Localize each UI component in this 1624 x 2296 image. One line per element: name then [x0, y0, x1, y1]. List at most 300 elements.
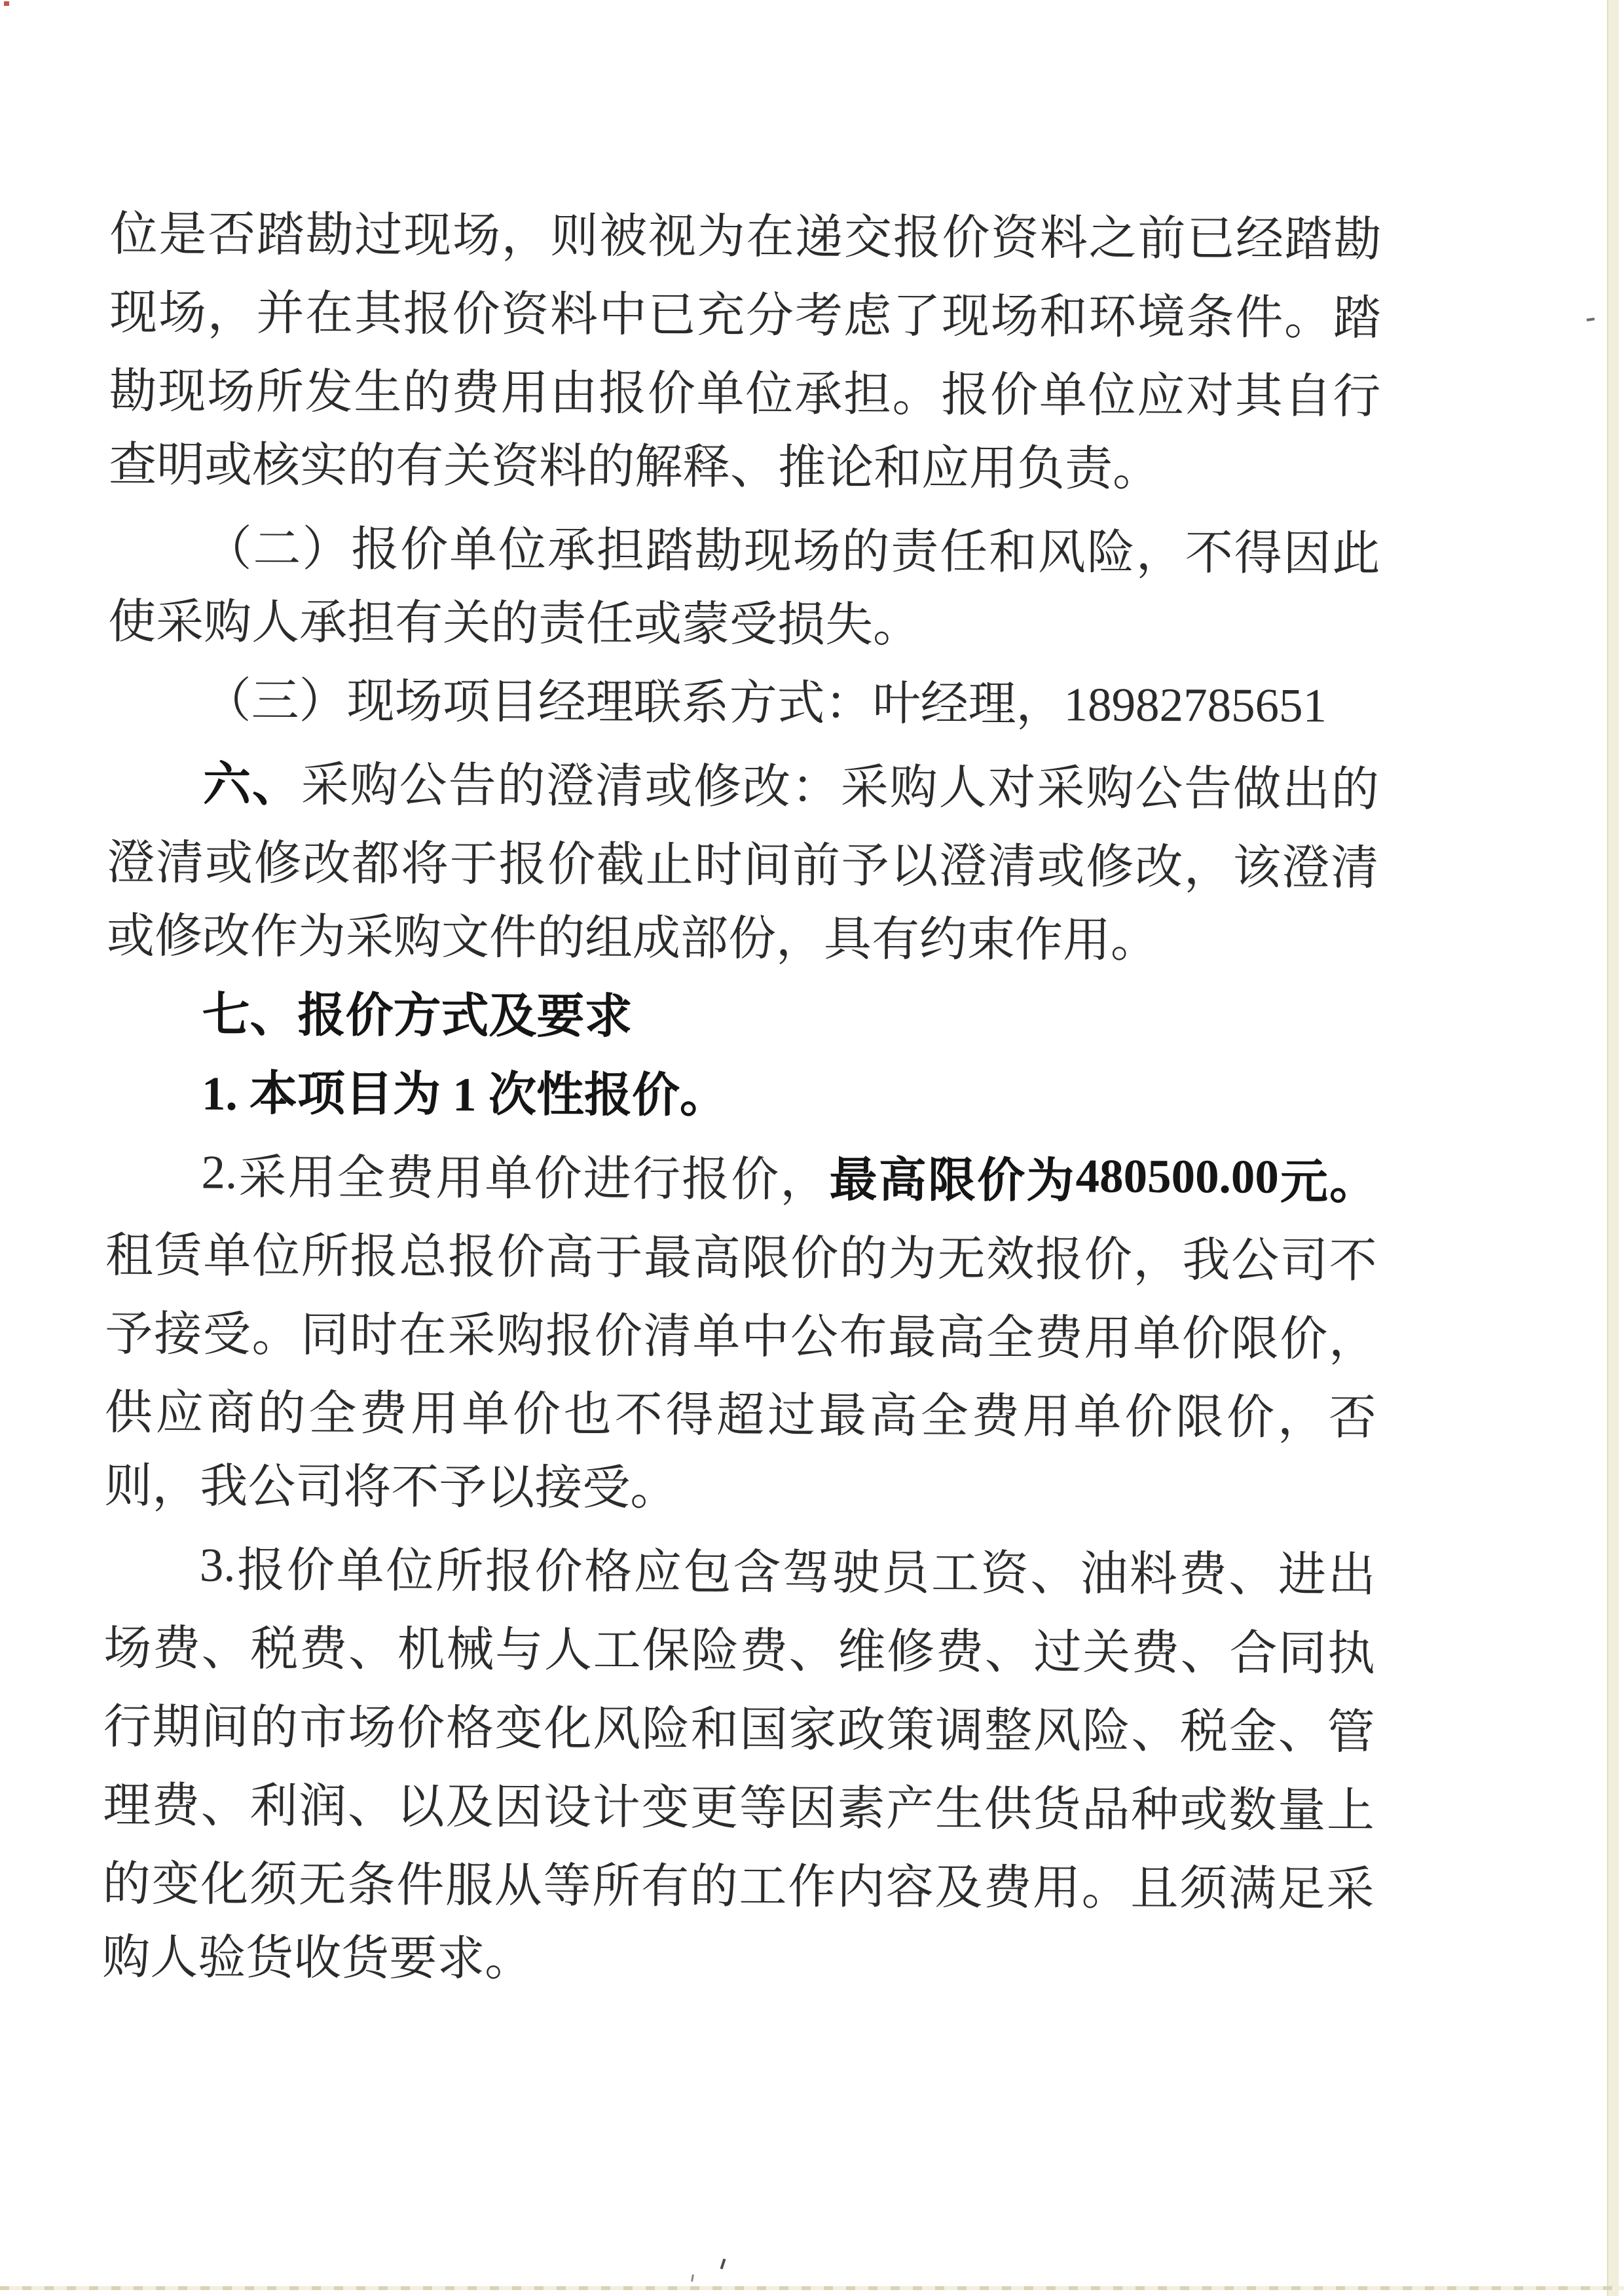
- char: 策: [886, 1703, 934, 1757]
- char: 应: [633, 1545, 682, 1599]
- char: ：: [791, 760, 840, 814]
- char: 费: [360, 1387, 408, 1440]
- char: 进: [583, 1152, 631, 1205]
- char: 报: [498, 837, 547, 891]
- char: 量: [1278, 1783, 1326, 1837]
- char: 接: [153, 1307, 202, 1361]
- paragraph: [109, 190, 1382, 509]
- char: 械: [446, 1622, 494, 1677]
- char: 场: [792, 524, 841, 578]
- char: 的: [841, 524, 890, 578]
- char: 时: [349, 1308, 398, 1362]
- char: 和: [988, 525, 1037, 579]
- char: 予: [841, 839, 889, 892]
- char: 最: [818, 1389, 867, 1442]
- char: 条: [347, 1858, 396, 1912]
- char: 变: [641, 1781, 690, 1834]
- paragraph: [106, 1054, 1378, 1138]
- char: 费: [1179, 1547, 1227, 1601]
- char: 布: [839, 1310, 887, 1364]
- char: 费: [935, 1625, 984, 1679]
- char: 踏: [1284, 212, 1333, 266]
- char: 整: [984, 1704, 1033, 1757]
- char: 最: [829, 1153, 877, 1207]
- char: 了: [892, 289, 941, 343]
- char: 、: [251, 757, 301, 811]
- char: 告: [1183, 761, 1232, 815]
- document-line: [109, 426, 1381, 509]
- char: 改: [742, 759, 791, 814]
- char: 用: [1084, 1311, 1132, 1365]
- char: 公: [399, 758, 447, 812]
- char: 于: [595, 1230, 643, 1285]
- char: 须: [249, 1857, 298, 1911]
- char: 高: [936, 1311, 986, 1364]
- char: ）: [302, 522, 350, 576]
- char: 3.: [199, 1538, 236, 1592]
- char: 我: [1182, 1233, 1230, 1286]
- char: 用: [1032, 1861, 1081, 1914]
- text-run: 七、报价方式及要求: [202, 988, 633, 1044]
- char: 于: [449, 837, 498, 891]
- char: 工: [593, 1623, 641, 1677]
- char: 所: [435, 1544, 484, 1598]
- char: 以: [890, 839, 938, 893]
- document-line: [109, 190, 1382, 274]
- document-line: [106, 975, 1378, 1059]
- scan-speck: [720, 2259, 726, 2269]
- char: 、: [348, 1622, 397, 1676]
- char: 中: [599, 287, 647, 342]
- char: 高: [869, 1389, 918, 1442]
- char: 限: [1175, 1390, 1224, 1444]
- paragraph: [102, 1525, 1376, 2002]
- paragraph: [107, 740, 1380, 981]
- char: 高: [878, 1153, 927, 1207]
- char: 该: [1232, 840, 1281, 894]
- char: 虑: [843, 289, 892, 342]
- char: 等: [739, 1781, 788, 1835]
- char: 油: [1080, 1546, 1128, 1601]
- char: 清: [1331, 841, 1379, 894]
- char: 人: [544, 1623, 593, 1677]
- char: 费: [984, 1861, 1032, 1914]
- char: 场: [348, 1701, 396, 1755]
- char: 的: [102, 1857, 151, 1910]
- char: 境: [1137, 290, 1186, 344]
- char: 所: [301, 1229, 350, 1283]
- char: 购: [1086, 761, 1134, 815]
- char: 不: [1185, 526, 1233, 579]
- char: 报: [1035, 1232, 1084, 1286]
- char: 单: [336, 1544, 384, 1597]
- char: 位: [386, 1544, 434, 1597]
- char: 、: [347, 1779, 396, 1833]
- char: 供: [104, 1385, 153, 1439]
- document-line: [105, 1290, 1377, 1374]
- char: 场: [158, 285, 207, 340]
- char: 2.: [201, 1145, 238, 1199]
- char: 购: [889, 760, 938, 814]
- char: 或: [644, 759, 693, 813]
- char: 修: [693, 759, 742, 813]
- char: 格: [445, 1701, 494, 1755]
- scan-speck: [4, 1, 9, 6]
- char: 且: [1130, 1861, 1179, 1915]
- char: 位: [251, 1229, 301, 1283]
- document-line: [107, 740, 1380, 824]
- char: 产: [886, 1781, 934, 1836]
- char: ，: [1183, 840, 1232, 894]
- document-line: [103, 1761, 1375, 1845]
- document-line: [108, 504, 1380, 588]
- char: 作: [788, 1860, 836, 1914]
- char: 上: [1326, 1783, 1375, 1837]
- char: 担: [843, 367, 892, 421]
- char: 。: [251, 1307, 300, 1361]
- document-line: [109, 268, 1382, 352]
- char: 设: [543, 1780, 592, 1834]
- char: 费: [971, 1389, 1020, 1443]
- char: 视: [648, 210, 697, 263]
- char: 公: [1135, 761, 1183, 815]
- char: 将: [400, 837, 449, 890]
- char: 报: [403, 287, 451, 340]
- char: 的: [257, 1386, 306, 1440]
- char: 否: [1328, 1391, 1377, 1444]
- char: 得: [665, 1388, 714, 1442]
- char: 内: [836, 1860, 885, 1914]
- char: 价: [397, 1701, 445, 1755]
- char: 价: [1280, 1312, 1328, 1366]
- char: 现: [743, 524, 792, 578]
- char: 采: [1326, 1862, 1375, 1916]
- char: 价: [534, 1152, 582, 1205]
- char: 同: [301, 1307, 349, 1362]
- char: 料: [1129, 1547, 1178, 1601]
- char: 市: [299, 1700, 347, 1755]
- char: 得: [1234, 526, 1282, 580]
- char: 、: [1228, 1547, 1277, 1601]
- char: 价: [496, 1230, 545, 1284]
- char: 化: [544, 1702, 592, 1755]
- char: 单: [449, 522, 498, 577]
- char: 险: [1082, 1704, 1130, 1758]
- char: 价: [790, 1231, 839, 1285]
- char: 租: [105, 1228, 154, 1282]
- char: 告: [448, 758, 496, 812]
- char: 时: [694, 838, 743, 892]
- char: 元: [1280, 1155, 1329, 1209]
- char: 险: [641, 1702, 690, 1756]
- char: 充: [696, 288, 745, 342]
- char: 采: [1037, 761, 1085, 815]
- char: 料: [549, 287, 599, 341]
- char: 金: [1228, 1704, 1278, 1758]
- text-run: 1. 本项目为 1 次性报价。: [201, 1066, 728, 1123]
- char: 清: [156, 835, 204, 890]
- char: 因: [788, 1781, 836, 1835]
- char: 间: [201, 1700, 249, 1754]
- char: 报: [598, 366, 647, 420]
- char: 机: [397, 1622, 445, 1676]
- char: 素: [837, 1781, 885, 1835]
- char: 包: [683, 1545, 731, 1599]
- char: 踏: [1333, 291, 1382, 344]
- char: 应: [155, 1385, 204, 1440]
- char: 或: [204, 836, 253, 890]
- char: 为: [697, 210, 745, 263]
- char: 同: [1278, 1626, 1327, 1680]
- char: 现: [158, 364, 206, 418]
- char: 场: [103, 1621, 152, 1675]
- char: 效: [986, 1232, 1035, 1286]
- document-line: [103, 1683, 1376, 1766]
- char: 则: [550, 209, 599, 263]
- document-line: [107, 897, 1379, 981]
- char: 限: [741, 1231, 790, 1285]
- char: 价: [286, 1543, 335, 1597]
- char: 价: [594, 1309, 643, 1363]
- char: 用: [410, 1387, 459, 1440]
- char: 为: [888, 1231, 937, 1286]
- char: 场: [452, 208, 501, 263]
- char: 价: [1181, 1311, 1230, 1365]
- char: 勘: [1333, 212, 1382, 266]
- char: 否: [208, 208, 256, 261]
- char: 全: [337, 1151, 385, 1205]
- char: 进: [1278, 1548, 1327, 1601]
- char: 担: [596, 523, 645, 577]
- char: 以: [396, 1779, 445, 1833]
- char: 单: [1132, 1311, 1181, 1365]
- char: 最: [888, 1310, 936, 1364]
- document-line: [104, 1525, 1376, 1609]
- char: 分: [745, 288, 794, 342]
- char: 价: [1084, 1233, 1133, 1286]
- char: 过: [354, 208, 403, 262]
- char: 全: [920, 1389, 969, 1443]
- char: 服: [445, 1858, 494, 1912]
- char: 位: [745, 367, 794, 421]
- scan-speck: [691, 2274, 694, 2282]
- char: 价: [512, 1387, 561, 1441]
- char: 应: [1137, 369, 1185, 422]
- char: 价: [452, 287, 500, 341]
- char: 满: [1228, 1861, 1277, 1916]
- char: 。: [892, 367, 940, 422]
- char: 公: [1230, 1233, 1280, 1287]
- char: 踏: [645, 524, 693, 577]
- char: 工: [931, 1546, 980, 1600]
- char: 修: [1086, 840, 1134, 894]
- char: 及: [934, 1861, 983, 1914]
- char: 行: [1333, 369, 1381, 423]
- char: 单: [1073, 1389, 1122, 1444]
- document-line: [107, 818, 1379, 902]
- char: 的: [690, 1859, 738, 1913]
- char: 由: [549, 366, 598, 420]
- char: 对: [987, 761, 1036, 814]
- char: 澄: [546, 759, 595, 812]
- paragraph: [108, 504, 1380, 666]
- char: 用: [500, 366, 549, 420]
- char: 费: [152, 1621, 201, 1675]
- char: 限: [1230, 1311, 1279, 1366]
- char: 用: [435, 1151, 484, 1205]
- char: 清: [595, 759, 644, 813]
- char: ，: [780, 1152, 828, 1207]
- char: 任: [940, 525, 988, 579]
- char: 已: [1187, 211, 1235, 265]
- char: 费: [1035, 1311, 1083, 1364]
- char: 供: [984, 1782, 1032, 1836]
- char: 件: [396, 1858, 445, 1912]
- char: 国: [739, 1702, 788, 1757]
- char: 生: [354, 365, 402, 419]
- char: 全: [308, 1386, 357, 1440]
- char: 在: [746, 210, 794, 264]
- document-line: [107, 661, 1380, 745]
- char: 清: [643, 1309, 692, 1363]
- char: 受: [202, 1307, 251, 1361]
- document-line: [104, 1447, 1376, 1531]
- document-line: [102, 1918, 1375, 2002]
- document-line: [105, 1211, 1378, 1295]
- char: 被: [599, 209, 648, 263]
- char: 间: [743, 838, 792, 892]
- char: 政: [837, 1703, 886, 1757]
- char: 位: [109, 207, 158, 261]
- char: 计: [592, 1780, 640, 1834]
- paragraph: [107, 661, 1380, 745]
- char: 在: [305, 286, 354, 340]
- char: 或: [1179, 1783, 1228, 1836]
- char: 费: [1131, 1626, 1180, 1679]
- char: 费: [386, 1151, 435, 1205]
- char: 购: [350, 758, 398, 812]
- char: 过: [767, 1388, 816, 1442]
- char: 费: [299, 1622, 348, 1676]
- scan-edge-stripe-right: [1607, 0, 1619, 2296]
- char: 驶: [832, 1546, 880, 1599]
- char: 单: [461, 1387, 510, 1441]
- char: 为: [1026, 1154, 1075, 1207]
- char: （: [204, 522, 252, 575]
- char: ，: [1328, 1312, 1377, 1366]
- char: 员: [881, 1546, 930, 1599]
- char: 澄: [107, 835, 155, 889]
- char: 所: [592, 1859, 640, 1913]
- char: 止: [645, 838, 693, 892]
- document-line: [105, 1368, 1377, 1452]
- char: 之: [1088, 211, 1137, 265]
- char: 报: [447, 1230, 496, 1284]
- char: 其: [1234, 369, 1283, 423]
- char: 须: [1179, 1861, 1228, 1915]
- char: 改: [303, 836, 351, 890]
- char: 报: [681, 1152, 730, 1206]
- char: 理: [103, 1778, 151, 1832]
- char: 采: [840, 760, 889, 814]
- char: 场: [206, 365, 255, 418]
- char: 考: [794, 289, 843, 342]
- char: 现: [941, 289, 990, 343]
- paragraph: [106, 975, 1378, 1059]
- char: 二: [253, 522, 301, 575]
- char: 变: [494, 1702, 543, 1755]
- char: 、: [1030, 1546, 1079, 1600]
- char: 含: [733, 1545, 781, 1599]
- char: 工: [739, 1859, 787, 1914]
- char: 价: [989, 368, 1039, 422]
- char: 的: [1331, 762, 1380, 816]
- char: 料: [1039, 211, 1088, 265]
- char: 价: [547, 837, 596, 891]
- document-line: [109, 347, 1381, 431]
- scan-edge-band-bottom: [0, 2286, 1624, 2290]
- char: 用: [1022, 1389, 1071, 1443]
- char: 澄: [1282, 841, 1330, 894]
- char: 因: [494, 1780, 543, 1834]
- char: 都: [352, 837, 400, 890]
- char: 此: [1332, 526, 1380, 580]
- char: 改: [1135, 840, 1183, 894]
- document-line: [106, 1054, 1378, 1138]
- char: 维: [838, 1624, 886, 1678]
- char: 和: [1039, 289, 1088, 344]
- char: 价: [534, 1544, 583, 1598]
- char: 润: [299, 1779, 347, 1833]
- char: 、: [1180, 1626, 1228, 1679]
- char: 经: [1235, 212, 1284, 266]
- char: 六: [202, 757, 251, 811]
- char: 予: [105, 1307, 153, 1360]
- char: 条: [1186, 290, 1234, 344]
- char: 报: [237, 1543, 286, 1597]
- char: 所: [255, 365, 304, 418]
- char: 勘: [305, 208, 354, 262]
- char: 从: [494, 1859, 542, 1912]
- char: 种: [1130, 1783, 1179, 1836]
- text-run: 查明或核实的有关资料的解释、推论和应用负责。: [108, 437, 1161, 496]
- char: 行: [103, 1700, 151, 1753]
- char: 风: [593, 1702, 641, 1756]
- scan-speck: [1587, 318, 1595, 321]
- text-run: 使采购人承担有关的责任或蒙受损失。: [107, 594, 921, 652]
- char: 的: [402, 365, 451, 419]
- char: 现: [109, 285, 158, 339]
- char: 责: [891, 524, 939, 579]
- char: 环: [1088, 290, 1137, 344]
- char: 最: [643, 1231, 692, 1285]
- char: 因: [1283, 526, 1331, 580]
- char: 件: [1235, 291, 1283, 344]
- char: 报: [893, 210, 941, 264]
- char: 费: [739, 1624, 788, 1678]
- char: 位: [498, 523, 547, 577]
- char: 无: [937, 1232, 986, 1286]
- char: 出: [1327, 1548, 1376, 1601]
- char: 、: [1131, 1704, 1179, 1758]
- char: 、: [788, 1624, 837, 1678]
- char: 清: [987, 839, 1037, 893]
- char: 。: [1283, 291, 1333, 344]
- char: ，: [1133, 1233, 1181, 1286]
- char: 管: [1327, 1705, 1375, 1758]
- char: 利: [249, 1779, 298, 1832]
- document-line: [102, 1840, 1375, 1923]
